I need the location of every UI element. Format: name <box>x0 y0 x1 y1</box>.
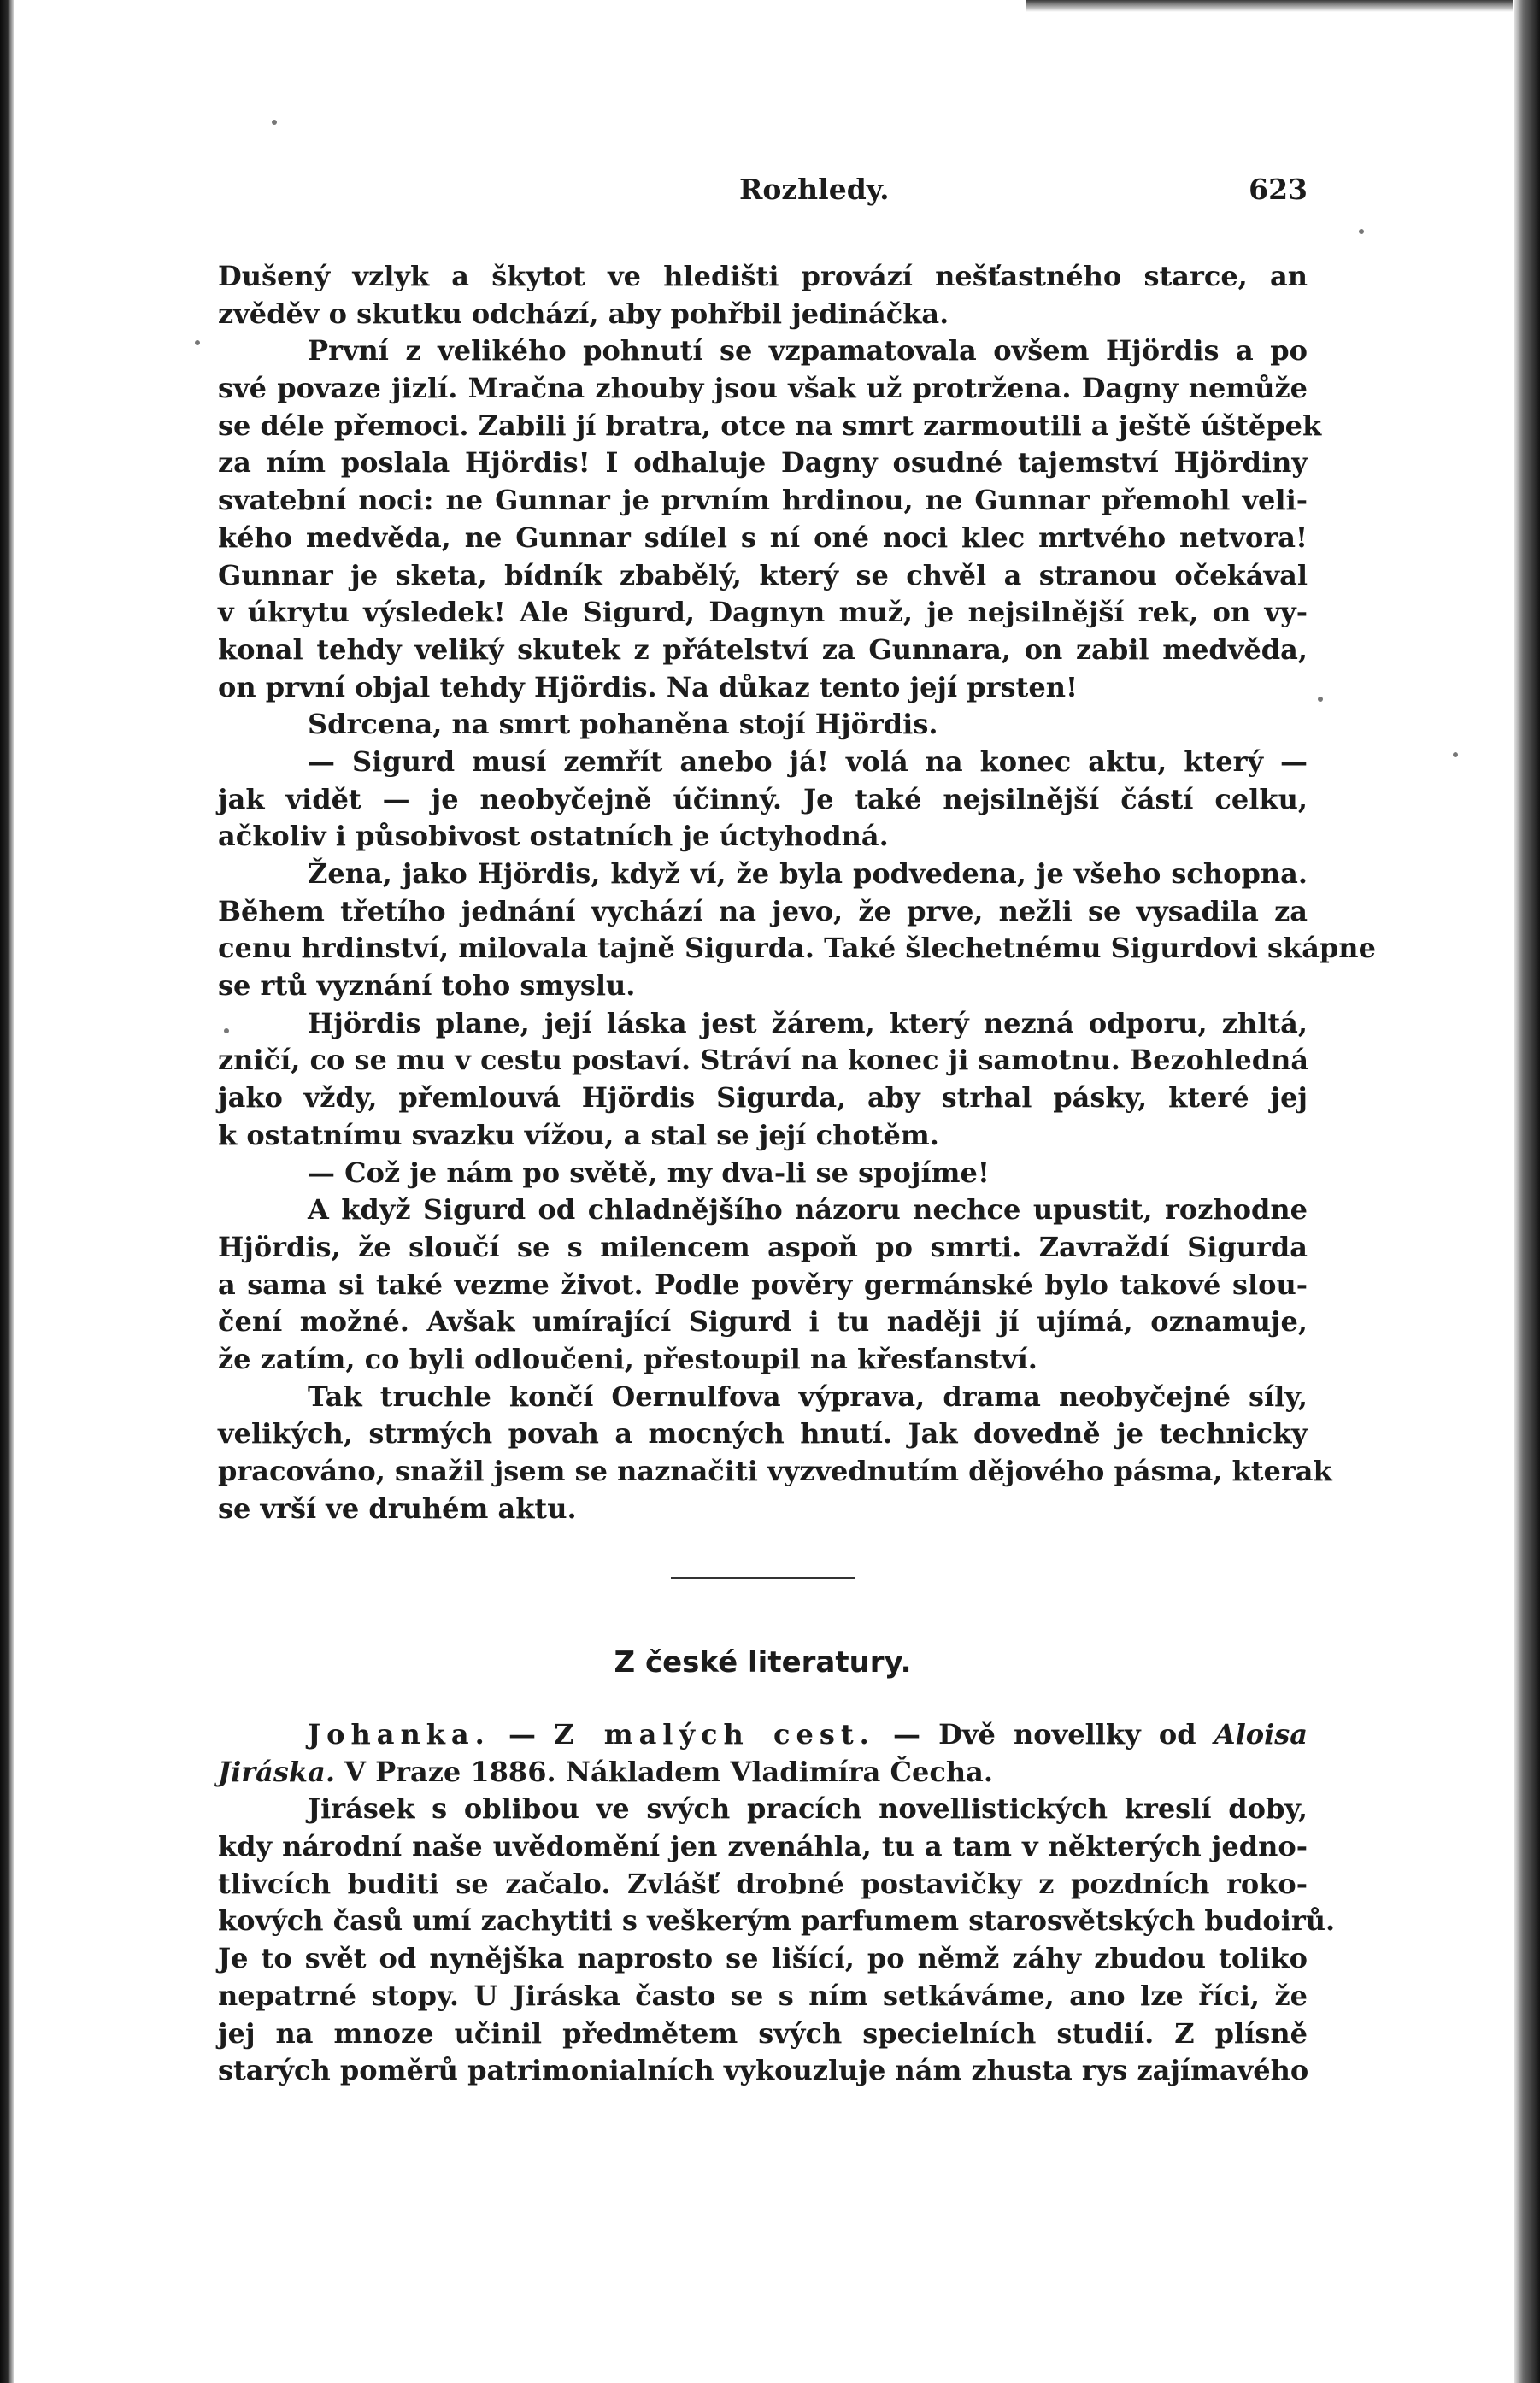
text-line: Jirásek s oblibou ve svých pracích novellistických kreslí doby, <box>308 1792 1308 1826</box>
work-title: Z malých cest. <box>554 1718 875 1750</box>
text-line: tlivcích buditi se začalo. Zvlášť drobné postavičky z pozdních roko- <box>218 1867 1308 1900</box>
work-title: Johanka. <box>308 1718 491 1750</box>
dash: — <box>508 1718 536 1750</box>
text-line: Hjördis, že sloučí se s milencem aspoň po smrti. Zavraždí Sigurda <box>218 1230 1308 1263</box>
text-line: se rtů vyznání toho smyslu. <box>218 969 636 1003</box>
text-line: kého medvěda, ne Gunnar sdílel s ní oné noci klec mrtvého netvora! <box>218 521 1308 554</box>
scan-edge-left <box>0 0 14 2383</box>
scan-speck <box>195 340 200 345</box>
text-line: své povaze jizlí. Mračna zhouby jsou však už protržena. Dagny nemůže <box>218 372 1308 405</box>
text-line: — Což je nám po světě, my dva-li se spojíme! <box>308 1156 990 1189</box>
text-line: velikých, strmých povah a mocných hnutí. Jak dovedně je technicky <box>218 1417 1308 1450</box>
scan-speck <box>1318 697 1323 702</box>
author-name: Aloisa <box>1214 1718 1308 1750</box>
scan-speck <box>1453 752 1458 757</box>
text-line: zvěděv o skutku odchází, aby pohřbil jedináčka. <box>218 297 949 330</box>
scan-speck <box>1359 229 1364 234</box>
section-heading: Z české literatury. <box>614 1645 912 1680</box>
text-line: k ostatnímu svazku vížou, a stal se její chotěm. <box>218 1118 939 1151</box>
scan-edge-top <box>1026 0 1513 12</box>
section-divider <box>671 1577 855 1579</box>
text-line: Gunnar je sketa, bídník zbabělý, který se chvěl a stranou očekával <box>218 558 1308 591</box>
text-line: se vrší ve druhém aktu. <box>218 1492 577 1525</box>
scan-speck <box>272 120 277 125</box>
text-line: jak vidět — je neobyčejně účinný. Je také nejsilnější částí celku, <box>218 782 1308 815</box>
author-name: Jiráska. <box>218 1755 335 1788</box>
text-line: První z velikého pohnutí se vzpamatovala ovšem Hjördis a po <box>308 334 1308 368</box>
text-line: — Sigurd musí zemřít anebo já! volá na konec aktu, který — <box>308 744 1308 778</box>
text-line: kových časů umí zachytiti s veškerým parfumem starosvětských budoirů. <box>218 1904 1336 1938</box>
review-body <box>218 1716 1336 2090</box>
text-line: že zatím, co byli odloučeni, přestoupil na křesťanství. <box>218 1342 1037 1375</box>
text-line: jako vždy, přemlouvá Hjördis Sigurda, aby strhal pásky, které jej <box>218 1081 1308 1115</box>
text-line: Během třetího jednání vychází na jevo, že prve, nežli se vysadila za <box>218 894 1308 927</box>
text-line: pracováno, snažil jsem se naznačiti vyzvednutím dějového pásma, kterak <box>218 1455 1332 1487</box>
page-number: 623 <box>1249 173 1308 206</box>
text-line: a sama si také vezme život. Podle pověry germánské bylo takové slou- <box>218 1268 1308 1301</box>
text-line: za ním poslala Hjördis! I odhaluje Dagny osudné tajemství Hjördiny <box>218 446 1308 480</box>
dash: — <box>892 1718 920 1750</box>
article-body <box>218 258 1376 1527</box>
text-line: Žena, jako Hjördis, když ví, že byla podvedena, je všeho schopna. <box>308 857 1308 890</box>
text-line: nepatrné stopy. U Jiráska často se s ním setkáváme, ano lze říci, že <box>218 1979 1308 2012</box>
text-line: starých poměrů patrimonialních vykouzluje nám zhusta rys zajímavého <box>218 2054 1309 2087</box>
text-line: konal tehdy veliký skutek z přátelství za Gunnara, on zabil medvěda, <box>218 633 1308 666</box>
text-line: se déle přemoci. Zabili jí bratra, otce na smrt zarmoutili a ještě úštěpek <box>218 409 1322 442</box>
citation-intro: Dvě novellky od <box>938 1718 1196 1750</box>
text-line: v úkrytu výsledek! Ale Sigurd, Dagnyn muž, je nejsilnější rek, on vy- <box>218 596 1308 629</box>
running-head: Rozhledy. <box>739 173 890 206</box>
page-header <box>218 173 1308 215</box>
text-line: kdy národní naše uvědomění jen zvenáhla, tu a tam v některých jedno- <box>218 1830 1308 1863</box>
text-line: Je to svět od nynějška naprosto se lišící, po němž záhy zbudou toliko <box>218 1942 1308 1975</box>
text-line: zničí, co se mu v cestu postaví. Stráví na konec ji samotnu. Bezohledná <box>218 1044 1309 1077</box>
text-line: cenu hrdinství, milovala tajně Sigurda. Také šlechetnému Sigurdovi skápne <box>218 932 1376 965</box>
review-citation-line <box>218 1716 1308 1754</box>
publication-info: V Praze 1886. Nákladem Vladimíra Čecha. <box>344 1755 993 1788</box>
text-line: on první objal tehdy Hjördis. Na důkaz tento její prsten! <box>218 670 1078 703</box>
text-line: A když Sigurd od chladnějšího názoru nechce upustit, rozhodne <box>308 1193 1308 1227</box>
text-line: čení možné. Avšak umírající Sigurd i tu naději jí ujímá, oznamuje, <box>218 1305 1308 1339</box>
text-line: Tak truchle končí Oernulfova výprava, drama neobyčejné síly, <box>308 1380 1308 1413</box>
text-line: jej na mnoze učinil předmětem svých specielních studií. Z plísně <box>218 2016 1308 2050</box>
text-line: Hjördis plane, její láska jest žárem, který nezná odporu, zhltá, <box>308 1006 1308 1039</box>
text-line: svatební noci: ne Gunnar je prvním hrdinou, ne Gunnar přemohl veli- <box>218 484 1308 517</box>
scan-edge-right <box>1514 0 1540 2383</box>
text-line: ačkoliv i působivost ostatních je úctyhodná. <box>218 820 889 853</box>
text-line: Sdrcena, na smrt pohaněna stojí Hjördis. <box>308 708 938 741</box>
review-citation-line <box>218 1754 1308 1792</box>
text-line: Dušený vzlyk a škytot ve hledišti provází nešťastného starce, an <box>218 260 1308 292</box>
